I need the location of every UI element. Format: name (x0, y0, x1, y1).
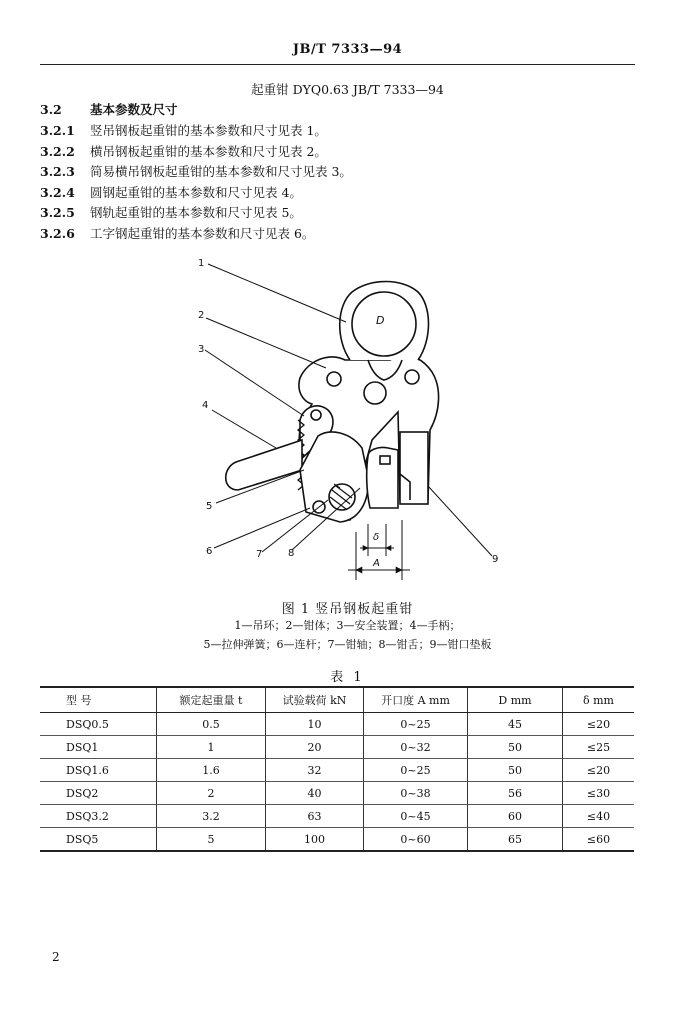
figure-legend-line-2: 5—拉伸弹簧；6—连杆；7—钳轴；8—钳舌；9—钳口垫板 (203, 638, 492, 651)
table-row (40, 736, 634, 759)
table-row (40, 828, 634, 852)
callout-3: 3 (198, 344, 205, 355)
cell-d: 45 (468, 713, 563, 736)
header-test-load: 试验载荷 kN (266, 687, 364, 713)
callout-7: 7 (256, 549, 263, 560)
clause-number: 3.2.5 (40, 205, 75, 220)
header-rated-load: 额定起重量 t (157, 687, 266, 713)
cell-model: DSQ5 (40, 828, 157, 852)
figure-legend-line-1: 1—吊环；2—钳体；3—安全装置；4—手柄； (234, 619, 461, 632)
cell-test-load: 32 (266, 759, 364, 782)
figure-caption: 图 1 竖吊钢板起重钳 (281, 602, 414, 617)
clause-number: 3.2.3 (40, 164, 75, 179)
table-row (40, 805, 634, 828)
cell-opening: 0~32 (364, 736, 468, 759)
cell-rated-load: 2 (157, 782, 266, 805)
cell-d: 60 (468, 805, 563, 828)
clause-3-2 (40, 100, 178, 118)
clause-text: 竖吊钢板起重钳的基本参数和尺寸见表 1。 (90, 123, 327, 138)
cell-delta: ≤60 (563, 828, 635, 852)
cell-test-load: 40 (266, 782, 364, 805)
handle (226, 440, 302, 490)
cell-opening: 0~38 (364, 782, 468, 805)
clause-text: 简易横吊钢板起重钳的基本参数和尺寸见表 3。 (90, 164, 352, 179)
cell-delta: ≤30 (563, 782, 635, 805)
cell-opening: 0~45 (364, 805, 468, 828)
cell-d: 56 (468, 782, 563, 805)
clause-text: 横吊钢板起重钳的基本参数和尺寸见表 2。 (90, 144, 327, 159)
table-title: 表 1 (330, 670, 365, 685)
header-d: D mm (468, 687, 563, 713)
header-model: 型 号 (40, 687, 157, 713)
cell-model: DSQ1 (40, 736, 157, 759)
clause-text: 工字钢起重钳的基本参数和尺寸见表 6。 (90, 226, 315, 241)
dimension-delta: δ (373, 532, 380, 543)
cell-opening: 0~25 (364, 713, 468, 736)
table-header-row (40, 687, 634, 713)
cell-d: 50 (468, 736, 563, 759)
marking-example: 起重钳 DYQ0.63 JB/T 7333—94 (251, 82, 444, 97)
cell-delta: ≤20 (563, 713, 635, 736)
clause-3-2-3 (40, 162, 352, 180)
cell-model: DSQ3.2 (40, 805, 157, 828)
clause-number: 3.2.2 (40, 144, 75, 159)
clause-3-2-5 (40, 203, 302, 221)
clause-number: 3.2.6 (40, 226, 75, 241)
callout-2: 2 (198, 310, 205, 321)
page-header: JB/T 7333—94 (292, 42, 403, 57)
dimension-A: A (373, 558, 380, 569)
jaw-pad (400, 432, 428, 504)
clause-3-2-4 (40, 183, 302, 201)
cell-rated-load: 1.6 (157, 759, 266, 782)
clause-3-2-6 (40, 224, 314, 242)
callout-6: 6 (206, 546, 213, 557)
clause-text: 基本参数及尺寸 (90, 102, 178, 117)
cell-delta: ≤20 (563, 759, 635, 782)
cell-rated-load: 1 (157, 736, 266, 759)
parameters-table (40, 686, 634, 852)
clause-3-2-2 (40, 142, 327, 160)
callout-4: 4 (202, 400, 209, 411)
cell-model: DSQ1.6 (40, 759, 157, 782)
clause-number: 3.2.1 (40, 123, 75, 138)
callout-5: 5 (206, 501, 213, 512)
cell-rated-load: 5 (157, 828, 266, 852)
cell-test-load: 63 (266, 805, 364, 828)
cell-delta: ≤40 (563, 805, 635, 828)
clause-3-2-1 (40, 121, 327, 139)
table-row (40, 713, 634, 736)
header-opening: 开口度 A mm (364, 687, 468, 713)
cell-test-load: 100 (266, 828, 364, 852)
table-row (40, 759, 634, 782)
header-rule (40, 64, 635, 65)
cell-test-load: 10 (266, 713, 364, 736)
cell-rated-load: 0.5 (157, 713, 266, 736)
clause-text: 钢轨起重钳的基本参数和尺寸见表 5。 (90, 205, 302, 220)
cell-delta: ≤25 (563, 736, 635, 759)
clamp-drawing (190, 255, 510, 590)
cell-rated-load: 3.2 (157, 805, 266, 828)
clause-text: 圆钢起重钳的基本参数和尺寸见表 4。 (90, 185, 302, 200)
cell-opening: 0~60 (364, 828, 468, 852)
callout-9: 9 (492, 554, 499, 565)
cell-model: DSQ2 (40, 782, 157, 805)
dimension-D: D (376, 314, 385, 327)
table-row (40, 782, 634, 805)
callout-8: 8 (288, 548, 295, 559)
cell-d: 50 (468, 759, 563, 782)
clause-number: 3.2 (40, 102, 62, 117)
clause-number: 3.2.4 (40, 185, 75, 200)
cell-model: DSQ0.5 (40, 713, 157, 736)
page-number: 2 (52, 950, 60, 964)
cell-d: 65 (468, 828, 563, 852)
cell-opening: 0~25 (364, 759, 468, 782)
callout-1: 1 (198, 258, 205, 269)
cell-test-load: 20 (266, 736, 364, 759)
header-delta: δ mm (563, 687, 635, 713)
